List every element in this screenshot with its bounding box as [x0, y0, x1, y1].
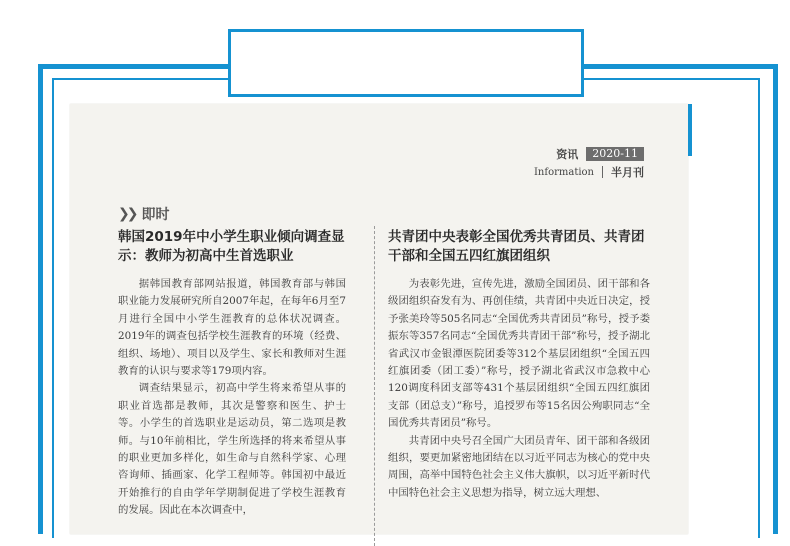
double-chevron-icon: ❯❯ — [118, 206, 136, 222]
article-headline: 韩国2019年中小学生职业倾向调查显示：教师为初高中生首选职业 — [118, 229, 345, 264]
page-edge-tab — [688, 104, 692, 156]
article-left — [118, 228, 346, 520]
header-frequency: 半月刊 — [611, 166, 644, 179]
article-right — [388, 228, 650, 502]
header-divider — [602, 166, 603, 178]
section-label-text: 即时 — [141, 207, 170, 223]
article-paragraph: 调查结果显示，初高中学生将来希望从事的职业首选都是教师，其次是警察和医生、护士等。小学生的首选职业是运动员，第二选项是教师。与10年前相比，学生所选择的将来希望从事的职业更加多样化，如生命与自然科学家、心理咨询师、插画家、化学工程师等。韩国初中最近开始推行的自由学年学期制促进了学校生涯教育的发展。因此在本次调查中， — [118, 382, 346, 517]
column-divider — [374, 226, 375, 546]
header-section-cn: 资讯 — [556, 148, 579, 161]
article-paragraph: 为表彰先进，宣传先进，激励全国团员、团干部和各级团组织奋发有为、再创佳绩，共青团中央近日决定，授予张美玲等505名同志“全国优秀共青团员”称号，授予娄振东等357名同志“全国优秀共青团干部”称号，授予湖北省武汉市金银潭医院团委等312个基层团组织“全国五四红旗团委（团工委）”称号，授予湖北省武汉市急救中心120调度科团支部等431个基层团组织“全国五四红旗团支部（团总支）”称号，追授罗布等15名因公殉职同志“全国优秀共青团员”称号。 — [388, 278, 650, 430]
header-date: 2020-11 — [586, 147, 644, 161]
header-section-en: Information — [533, 166, 594, 178]
article-paragraph: 据韩国教育部网站报道，韩国教育部与韩国职业能力发展研究所自2007年起，在每年6月至7月进行全国中小学生涯教育的总体状况调查。2019年的调查包括学校生涯教育的环境（经费、组织、场地）、项目以及学生、家长和教师对生涯教育的认识与要求等179项内容。 — [118, 278, 346, 378]
article-headline: 共青团中央表彰全国优秀共青团员、共青团干部和全国五四红旗团组织 — [388, 229, 645, 264]
page-header — [534, 146, 644, 180]
title-box — [228, 29, 584, 97]
section-label — [118, 204, 169, 224]
scanned-page — [70, 104, 688, 534]
article-paragraph: 共青团中央号召全国广大团员青年、团干部和各级团组织，要更加紧密地团结在以习近平同志为核心的党中央周围，高举中国特色社会主义伟大旗帜，以习近平新时代中国特色社会主义思想为指导，树立远大理想、 — [388, 434, 650, 499]
